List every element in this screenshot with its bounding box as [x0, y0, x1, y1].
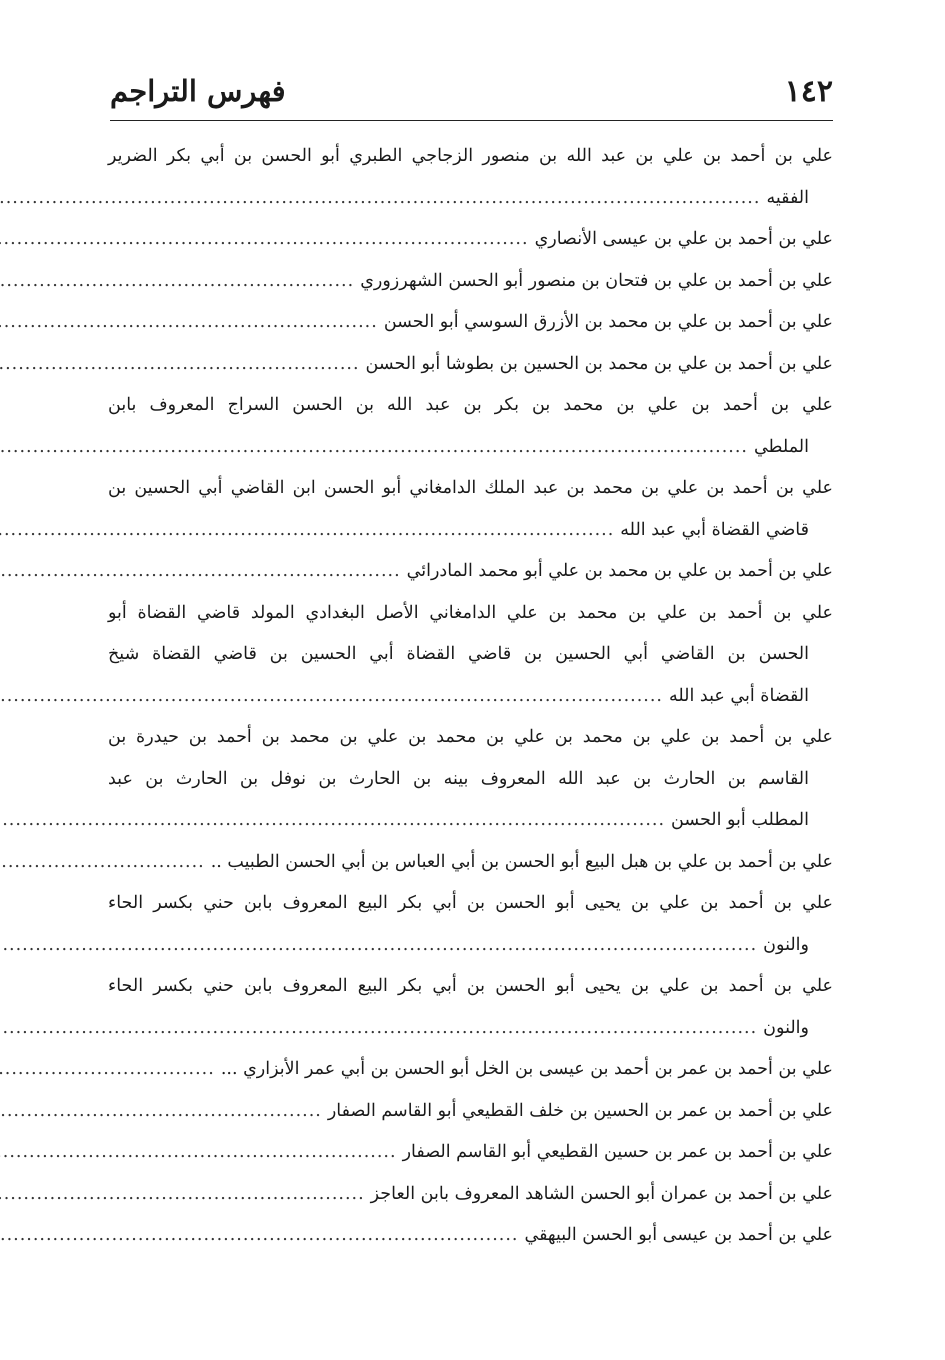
- entry-line: [108, 634, 833, 676]
- entry-line: [108, 1132, 833, 1174]
- entry-line: [108, 717, 833, 759]
- index-entry: [108, 1174, 833, 1216]
- index-entry: [108, 966, 833, 1049]
- entry-line: [108, 800, 833, 842]
- entry-line: [108, 219, 833, 261]
- entry-line: [108, 302, 833, 344]
- entry-text: قاضي القضاة أبي عبد الله: [620, 519, 809, 540]
- page-header: [110, 68, 833, 114]
- entry-line: [108, 593, 833, 635]
- entry-line: [108, 427, 833, 469]
- index-entry: [108, 261, 833, 303]
- dot-leader: [0, 344, 360, 386]
- entry-text: علي بن أحمد بن علي بن محمد بن بكر بن عبد الله بن الحسن السراج المعروف بابن: [108, 395, 833, 415]
- entry-text: علي بن أحمد بن علي بن يحيى أبو الحسن بن أبي بكر البيع المعروف بابن حني بكسر الحاء: [108, 976, 833, 996]
- entry-text: والنون: [763, 934, 809, 955]
- entry-text: القاسم بن الحارث بن عبد الله المعروف بينه بن الحارث بن نوفل بن الحارث بن عبد: [108, 768, 809, 789]
- dot-leader: [0, 800, 665, 842]
- entry-text: علي بن أحمد بن علي بن محمد بن الأزرق السوسي أبو الحسن: [383, 312, 833, 332]
- entry-text: علي بن أحمد بن عمران أبو الحسن الشاهد المعروف بابن العاجز: [370, 1183, 833, 1204]
- dot-leader: [0, 1008, 757, 1050]
- dot-leader: [0, 1174, 365, 1216]
- entry-line: [108, 551, 833, 593]
- entry-text: الملطي: [753, 436, 809, 457]
- entry-text: الفقيه: [766, 187, 809, 208]
- dot-leader: [0, 925, 757, 967]
- entry-line: [108, 261, 833, 303]
- index-entry: [108, 842, 833, 884]
- entry-line: [108, 883, 833, 925]
- entry-text: علي بن أحمد بن علي بن عيسى الأنصاري: [534, 229, 833, 249]
- dot-leader: [0, 1132, 397, 1174]
- index-entry: [108, 1215, 833, 1257]
- index-entry: [108, 219, 833, 261]
- entry-text: علي بن أحمد بن عمر بن الحسين بن خلف القطيعي أبو القاسم الصفار: [327, 1100, 833, 1121]
- entry-line: [108, 676, 833, 718]
- index-entry: [108, 551, 833, 593]
- index-entry: [108, 717, 833, 842]
- entry-line: [108, 966, 833, 1008]
- dot-leader: [0, 261, 354, 303]
- entry-line: [108, 178, 833, 220]
- dot-leader: [0, 1049, 215, 1091]
- entry-line: [108, 344, 833, 386]
- entry-text: علي بن أحمد بن علي بن محمد بن علي الدامغاني الأصل البغدادي المولد قاضي القضاة أبو: [108, 602, 833, 623]
- index-entry: [108, 1091, 833, 1133]
- entry-text: علي بن أحمد بن علي بن محمد بن علي بن محمد بن علي بن محمد بن أحمد بن حيدرة بن: [108, 727, 833, 747]
- entry-text: علي بن أحمد بن عمر بن أحمد بن عيسى بن الخل أبو الحسن بن أبي عمر الأبزاري ...: [220, 1059, 833, 1079]
- entry-line: [108, 759, 833, 801]
- index-entry: [108, 344, 833, 386]
- entry-line: [108, 385, 833, 427]
- entry-line: [108, 1008, 833, 1050]
- entry-line: [108, 842, 833, 884]
- dot-leader: [0, 219, 529, 261]
- entry-line: [108, 1091, 833, 1133]
- entry-line: [108, 510, 833, 552]
- entry-text: علي بن أحمد بن علي بن محمد بن علي أبو محمد المادرائي: [406, 561, 833, 581]
- dot-leader: [0, 551, 401, 593]
- entry-text: علي بن أحمد بن عيسى أبو الحسن البيهقي: [524, 1225, 833, 1245]
- entry-text: علي بن أحمد بن علي بن يحيى أبو الحسن بن أبي بكر البيع المعروف بابن حني بكسر الحاء: [108, 893, 833, 913]
- entry-line: [108, 925, 833, 967]
- dot-leader: [0, 676, 663, 718]
- page-number: ١٤٢: [784, 73, 833, 109]
- dot-leader: [0, 178, 760, 220]
- entry-text: الحسن بن القاضي أبي الحسين بن قاضي القضاة أبي الحسين بن قاضي القضاة شيخ: [108, 644, 809, 664]
- index-entry: [108, 136, 833, 219]
- dot-leader: [0, 1091, 322, 1133]
- entry-line: [108, 1215, 833, 1257]
- entry-line: [108, 136, 833, 178]
- dot-leader: [0, 842, 205, 884]
- entry-text: علي بن أحمد بن علي بن عبد الله بن منصور الزجاجي الطبري أبو الحسن بن أبي بكر الضرير: [108, 146, 833, 166]
- entry-text: علي بن أحمد بن علي بن فتحان بن منصور أبو الحسن الشهرزوري: [360, 270, 833, 291]
- header-rule: [110, 120, 833, 121]
- running-title: فهرس التراجم: [110, 74, 286, 108]
- index-entry: [108, 883, 833, 966]
- index-entry: [108, 385, 833, 468]
- entry-text: علي بن أحمد بن علي بن محمد بن عبد الملك الدامغاني أبو الحسن ابن القاضي أبي الحسين بن: [108, 478, 833, 498]
- dot-leader: [0, 302, 378, 344]
- entry-text: علي بن أحمد بن عمر بن حسين القطيعي أبو القاسم الصفار: [402, 1142, 833, 1162]
- dot-leader: [0, 510, 614, 552]
- biography-index-list: [108, 136, 833, 1257]
- entry-line: [108, 468, 833, 510]
- index-entry: [108, 1049, 833, 1091]
- index-entry: [108, 593, 833, 718]
- entry-text: علي بن أحمد بن علي بن محمد بن الحسين بن بطوشا أبو الحسن: [365, 353, 833, 374]
- dot-leader: [0, 1215, 518, 1257]
- entry-text: القضاة أبي عبد الله: [668, 685, 809, 706]
- entry-text: علي بن أحمد بن علي بن هبل البيع أبو الحسن بن أبي العباس بن أبي الحسن الطبيب ..: [210, 851, 833, 872]
- entry-line: [108, 1174, 833, 1216]
- dot-leader: [0, 427, 748, 469]
- index-entry: [108, 302, 833, 344]
- entry-text: المطلب أبو الحسن: [671, 810, 809, 830]
- index-entry: [108, 468, 833, 551]
- entry-line: [108, 1049, 833, 1091]
- entry-text: والنون: [763, 1017, 809, 1038]
- index-entry: [108, 1132, 833, 1174]
